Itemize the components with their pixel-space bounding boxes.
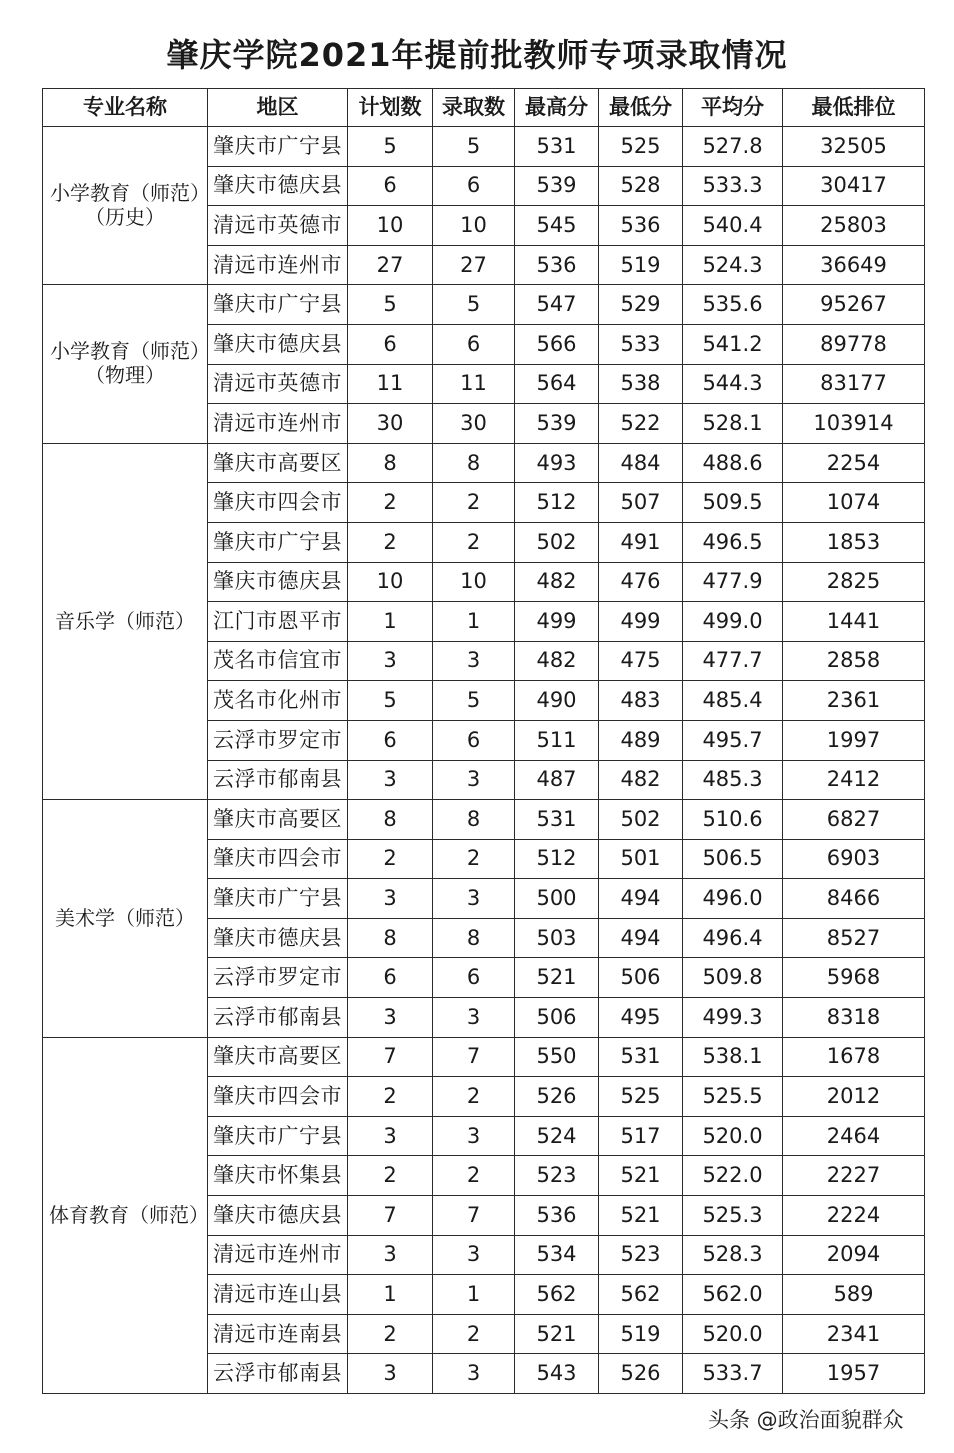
plan-cell: 3 <box>348 1235 433 1275</box>
admitted-cell: 7 <box>433 1037 515 1077</box>
header-avg-score: 平均分 <box>683 89 783 127</box>
region-cell: 云浮市郁南县 <box>208 760 348 800</box>
admitted-cell: 5 <box>433 285 515 325</box>
avg-score-cell: 524.3 <box>683 245 783 285</box>
table-body <box>43 127 925 1394</box>
plan-cell: 5 <box>348 127 433 167</box>
min-rank-cell: 2464 <box>783 1116 925 1156</box>
plan-cell: 3 <box>348 1116 433 1156</box>
min-rank-cell: 2227 <box>783 1156 925 1196</box>
max-score-cell: 564 <box>515 364 599 404</box>
max-score-cell: 511 <box>515 720 599 760</box>
max-score-cell: 539 <box>515 166 599 206</box>
admitted-cell: 3 <box>433 1354 515 1394</box>
admission-table <box>42 88 925 1394</box>
region-cell: 江门市恩平市 <box>208 602 348 642</box>
plan-cell: 2 <box>348 1156 433 1196</box>
max-score-cell: 526 <box>515 1077 599 1117</box>
min-score-cell: 501 <box>599 839 683 879</box>
avg-score-cell: 535.6 <box>683 285 783 325</box>
region-cell: 肇庆市高要区 <box>208 443 348 483</box>
min-rank-cell: 36649 <box>783 245 925 285</box>
max-score-cell: 531 <box>515 800 599 840</box>
min-rank-cell: 6903 <box>783 839 925 879</box>
min-rank-cell: 589 <box>783 1275 925 1315</box>
region-cell: 茂名市信宜市 <box>208 641 348 681</box>
watermark: 头条 @政治面貌群众 <box>708 1408 904 1432</box>
region-cell: 清远市连州市 <box>208 1235 348 1275</box>
avg-score-cell: 488.6 <box>683 443 783 483</box>
admitted-cell: 1 <box>433 1275 515 1315</box>
plan-cell: 1 <box>348 1275 433 1315</box>
max-score-cell: 566 <box>515 324 599 364</box>
max-score-cell: 536 <box>515 1196 599 1236</box>
min-rank-cell: 95267 <box>783 285 925 325</box>
max-score-cell: 512 <box>515 483 599 523</box>
avg-score-cell: 477.7 <box>683 641 783 681</box>
header-max-score: 最高分 <box>515 89 599 127</box>
min-rank-cell: 2341 <box>783 1314 925 1354</box>
plan-cell: 3 <box>348 641 433 681</box>
min-score-cell: 507 <box>599 483 683 523</box>
header-major: 专业名称 <box>43 89 208 127</box>
avg-score-cell: 533.7 <box>683 1354 783 1394</box>
avg-score-cell: 525.5 <box>683 1077 783 1117</box>
max-score-cell: 524 <box>515 1116 599 1156</box>
admitted-cell: 6 <box>433 720 515 760</box>
plan-cell: 6 <box>348 324 433 364</box>
region-cell: 云浮市郁南县 <box>208 998 348 1038</box>
avg-score-cell: 562.0 <box>683 1275 783 1315</box>
min-rank-cell: 2224 <box>783 1196 925 1236</box>
avg-score-cell: 527.8 <box>683 127 783 167</box>
min-score-cell: 526 <box>599 1354 683 1394</box>
region-cell: 肇庆市德庆县 <box>208 166 348 206</box>
plan-cell: 6 <box>348 720 433 760</box>
table-row <box>43 800 925 840</box>
admitted-cell: 5 <box>433 681 515 721</box>
min-score-cell: 519 <box>599 245 683 285</box>
admitted-cell: 7 <box>433 1196 515 1236</box>
major-cell: 小学教育（师范）（历史） <box>43 127 208 285</box>
admitted-cell: 1 <box>433 602 515 642</box>
plan-cell: 27 <box>348 245 433 285</box>
min-rank-cell: 2858 <box>783 641 925 681</box>
admitted-cell: 2 <box>433 522 515 562</box>
plan-cell: 10 <box>348 206 433 246</box>
min-rank-cell: 25803 <box>783 206 925 246</box>
admitted-cell: 2 <box>433 1156 515 1196</box>
min-rank-cell: 83177 <box>783 364 925 404</box>
min-score-cell: 538 <box>599 364 683 404</box>
max-score-cell: 502 <box>515 522 599 562</box>
major-cell: 美术学（师范） <box>43 800 208 1038</box>
avg-score-cell: 540.4 <box>683 206 783 246</box>
header-min-rank: 最低排位 <box>783 89 925 127</box>
min-rank-cell: 1997 <box>783 720 925 760</box>
region-cell: 肇庆市广宁县 <box>208 285 348 325</box>
header-row <box>43 89 925 127</box>
table-row <box>43 127 925 167</box>
region-cell: 云浮市郁南县 <box>208 1354 348 1394</box>
max-score-cell: 500 <box>515 879 599 919</box>
admitted-cell: 3 <box>433 760 515 800</box>
region-cell: 肇庆市四会市 <box>208 483 348 523</box>
plan-cell: 5 <box>348 285 433 325</box>
avg-score-cell: 528.1 <box>683 404 783 444</box>
min-score-cell: 519 <box>599 1314 683 1354</box>
plan-cell: 7 <box>348 1037 433 1077</box>
region-cell: 肇庆市高要区 <box>208 800 348 840</box>
admitted-cell: 3 <box>433 879 515 919</box>
admitted-cell: 10 <box>433 562 515 602</box>
admitted-cell: 2 <box>433 839 515 879</box>
page-title: 肇庆学院2021年提前批教师专项录取情况 <box>166 36 788 74</box>
max-score-cell: 499 <box>515 602 599 642</box>
major-cell: 音乐学（师范） <box>43 443 208 799</box>
plan-cell: 2 <box>348 1314 433 1354</box>
avg-score-cell: 520.0 <box>683 1314 783 1354</box>
avg-score-cell: 533.3 <box>683 166 783 206</box>
min-score-cell: 525 <box>599 127 683 167</box>
header-region: 地区 <box>208 89 348 127</box>
plan-cell: 8 <box>348 443 433 483</box>
min-score-cell: 484 <box>599 443 683 483</box>
region-cell: 肇庆市广宁县 <box>208 879 348 919</box>
avg-score-cell: 485.4 <box>683 681 783 721</box>
avg-score-cell: 509.5 <box>683 483 783 523</box>
major-cell: 小学教育（师范）（物理） <box>43 285 208 443</box>
min-rank-cell: 2094 <box>783 1235 925 1275</box>
region-cell: 清远市连山县 <box>208 1275 348 1315</box>
region-cell: 清远市连州市 <box>208 245 348 285</box>
min-score-cell: 475 <box>599 641 683 681</box>
min-score-cell: 529 <box>599 285 683 325</box>
avg-score-cell: 541.2 <box>683 324 783 364</box>
plan-cell: 8 <box>348 918 433 958</box>
min-score-cell: 482 <box>599 760 683 800</box>
admitted-cell: 10 <box>433 206 515 246</box>
min-score-cell: 506 <box>599 958 683 998</box>
max-score-cell: 482 <box>515 641 599 681</box>
avg-score-cell: 499.3 <box>683 998 783 1038</box>
max-score-cell: 534 <box>515 1235 599 1275</box>
admitted-cell: 2 <box>433 1077 515 1117</box>
avg-score-cell: 528.3 <box>683 1235 783 1275</box>
plan-cell: 3 <box>348 879 433 919</box>
min-rank-cell: 5968 <box>783 958 925 998</box>
admitted-cell: 6 <box>433 958 515 998</box>
min-rank-cell: 2254 <box>783 443 925 483</box>
plan-cell: 2 <box>348 522 433 562</box>
min-rank-cell: 1678 <box>783 1037 925 1077</box>
plan-cell: 7 <box>348 1196 433 1236</box>
min-score-cell: 499 <box>599 602 683 642</box>
admitted-cell: 8 <box>433 800 515 840</box>
max-score-cell: 521 <box>515 1314 599 1354</box>
region-cell: 云浮市罗定市 <box>208 958 348 998</box>
max-score-cell: 512 <box>515 839 599 879</box>
avg-score-cell: 520.0 <box>683 1116 783 1156</box>
region-cell: 清远市英德市 <box>208 364 348 404</box>
avg-score-cell: 525.3 <box>683 1196 783 1236</box>
avg-score-cell: 477.9 <box>683 562 783 602</box>
min-rank-cell: 6827 <box>783 800 925 840</box>
plan-cell: 6 <box>348 166 433 206</box>
region-cell: 肇庆市广宁县 <box>208 522 348 562</box>
plan-cell: 6 <box>348 958 433 998</box>
min-rank-cell: 2012 <box>783 1077 925 1117</box>
min-score-cell: 494 <box>599 918 683 958</box>
admitted-cell: 2 <box>433 1314 515 1354</box>
region-cell: 肇庆市德庆县 <box>208 918 348 958</box>
min-score-cell: 521 <box>599 1196 683 1236</box>
min-score-cell: 531 <box>599 1037 683 1077</box>
admitted-cell: 11 <box>433 364 515 404</box>
admitted-cell: 3 <box>433 998 515 1038</box>
min-score-cell: 533 <box>599 324 683 364</box>
min-score-cell: 494 <box>599 879 683 919</box>
admitted-cell: 3 <box>433 1116 515 1156</box>
header-min-score: 最低分 <box>599 89 683 127</box>
min-score-cell: 562 <box>599 1275 683 1315</box>
plan-cell: 2 <box>348 1077 433 1117</box>
region-cell: 肇庆市德庆县 <box>208 324 348 364</box>
major-cell: 体育教育（师范） <box>43 1037 208 1393</box>
region-cell: 肇庆市四会市 <box>208 1077 348 1117</box>
min-rank-cell: 32505 <box>783 127 925 167</box>
table-row <box>43 1037 925 1077</box>
avg-score-cell: 495.7 <box>683 720 783 760</box>
region-cell: 肇庆市广宁县 <box>208 127 348 167</box>
max-score-cell: 506 <box>515 998 599 1038</box>
min-rank-cell: 2361 <box>783 681 925 721</box>
max-score-cell: 543 <box>515 1354 599 1394</box>
min-rank-cell: 1074 <box>783 483 925 523</box>
header-plan: 计划数 <box>348 89 433 127</box>
min-rank-cell: 89778 <box>783 324 925 364</box>
admitted-cell: 8 <box>433 918 515 958</box>
max-score-cell: 539 <box>515 404 599 444</box>
plan-cell: 1 <box>348 602 433 642</box>
table-row <box>43 285 925 325</box>
max-score-cell: 482 <box>515 562 599 602</box>
max-score-cell: 547 <box>515 285 599 325</box>
min-score-cell: 521 <box>599 1156 683 1196</box>
avg-score-cell: 496.4 <box>683 918 783 958</box>
avg-score-cell: 510.6 <box>683 800 783 840</box>
min-score-cell: 489 <box>599 720 683 760</box>
avg-score-cell: 538.1 <box>683 1037 783 1077</box>
admitted-cell: 8 <box>433 443 515 483</box>
admitted-cell: 5 <box>433 127 515 167</box>
plan-cell: 2 <box>348 483 433 523</box>
region-cell: 肇庆市德庆县 <box>208 562 348 602</box>
min-score-cell: 522 <box>599 404 683 444</box>
region-cell: 肇庆市高要区 <box>208 1037 348 1077</box>
min-rank-cell: 30417 <box>783 166 925 206</box>
max-score-cell: 545 <box>515 206 599 246</box>
avg-score-cell: 506.5 <box>683 839 783 879</box>
plan-cell: 3 <box>348 1354 433 1394</box>
region-cell: 茂名市化州市 <box>208 681 348 721</box>
min-rank-cell: 103914 <box>783 404 925 444</box>
min-score-cell: 525 <box>599 1077 683 1117</box>
min-rank-cell: 2825 <box>783 562 925 602</box>
plan-cell: 5 <box>348 681 433 721</box>
region-cell: 云浮市罗定市 <box>208 720 348 760</box>
header-admitted: 录取数 <box>433 89 515 127</box>
max-score-cell: 523 <box>515 1156 599 1196</box>
plan-cell: 30 <box>348 404 433 444</box>
admitted-cell: 30 <box>433 404 515 444</box>
min-rank-cell: 8318 <box>783 998 925 1038</box>
region-cell: 肇庆市四会市 <box>208 839 348 879</box>
max-score-cell: 490 <box>515 681 599 721</box>
min-score-cell: 476 <box>599 562 683 602</box>
avg-score-cell: 496.5 <box>683 522 783 562</box>
region-cell: 清远市连南县 <box>208 1314 348 1354</box>
region-cell: 肇庆市广宁县 <box>208 1116 348 1156</box>
admitted-cell: 3 <box>433 641 515 681</box>
plan-cell: 10 <box>348 562 433 602</box>
avg-score-cell: 544.3 <box>683 364 783 404</box>
avg-score-cell: 485.3 <box>683 760 783 800</box>
min-rank-cell: 8466 <box>783 879 925 919</box>
min-rank-cell: 8527 <box>783 918 925 958</box>
avg-score-cell: 496.0 <box>683 879 783 919</box>
max-score-cell: 503 <box>515 918 599 958</box>
plan-cell: 3 <box>348 760 433 800</box>
region-cell: 肇庆市德庆县 <box>208 1196 348 1236</box>
max-score-cell: 487 <box>515 760 599 800</box>
max-score-cell: 562 <box>515 1275 599 1315</box>
min-score-cell: 517 <box>599 1116 683 1156</box>
plan-cell: 11 <box>348 364 433 404</box>
min-rank-cell: 1957 <box>783 1354 925 1394</box>
max-score-cell: 536 <box>515 245 599 285</box>
max-score-cell: 550 <box>515 1037 599 1077</box>
min-rank-cell: 1441 <box>783 602 925 642</box>
min-score-cell: 495 <box>599 998 683 1038</box>
max-score-cell: 521 <box>515 958 599 998</box>
admitted-cell: 27 <box>433 245 515 285</box>
avg-score-cell: 499.0 <box>683 602 783 642</box>
table-row <box>43 443 925 483</box>
min-score-cell: 528 <box>599 166 683 206</box>
min-rank-cell: 2412 <box>783 760 925 800</box>
min-rank-cell: 1853 <box>783 522 925 562</box>
region-cell: 清远市连州市 <box>208 404 348 444</box>
min-score-cell: 502 <box>599 800 683 840</box>
plan-cell: 8 <box>348 800 433 840</box>
admitted-cell: 2 <box>433 483 515 523</box>
avg-score-cell: 522.0 <box>683 1156 783 1196</box>
region-cell: 清远市英德市 <box>208 206 348 246</box>
max-score-cell: 531 <box>515 127 599 167</box>
admitted-cell: 6 <box>433 166 515 206</box>
min-score-cell: 523 <box>599 1235 683 1275</box>
avg-score-cell: 509.8 <box>683 958 783 998</box>
min-score-cell: 536 <box>599 206 683 246</box>
admitted-cell: 3 <box>433 1235 515 1275</box>
admitted-cell: 6 <box>433 324 515 364</box>
max-score-cell: 493 <box>515 443 599 483</box>
region-cell: 肇庆市怀集县 <box>208 1156 348 1196</box>
plan-cell: 2 <box>348 839 433 879</box>
plan-cell: 3 <box>348 998 433 1038</box>
min-score-cell: 483 <box>599 681 683 721</box>
min-score-cell: 491 <box>599 522 683 562</box>
